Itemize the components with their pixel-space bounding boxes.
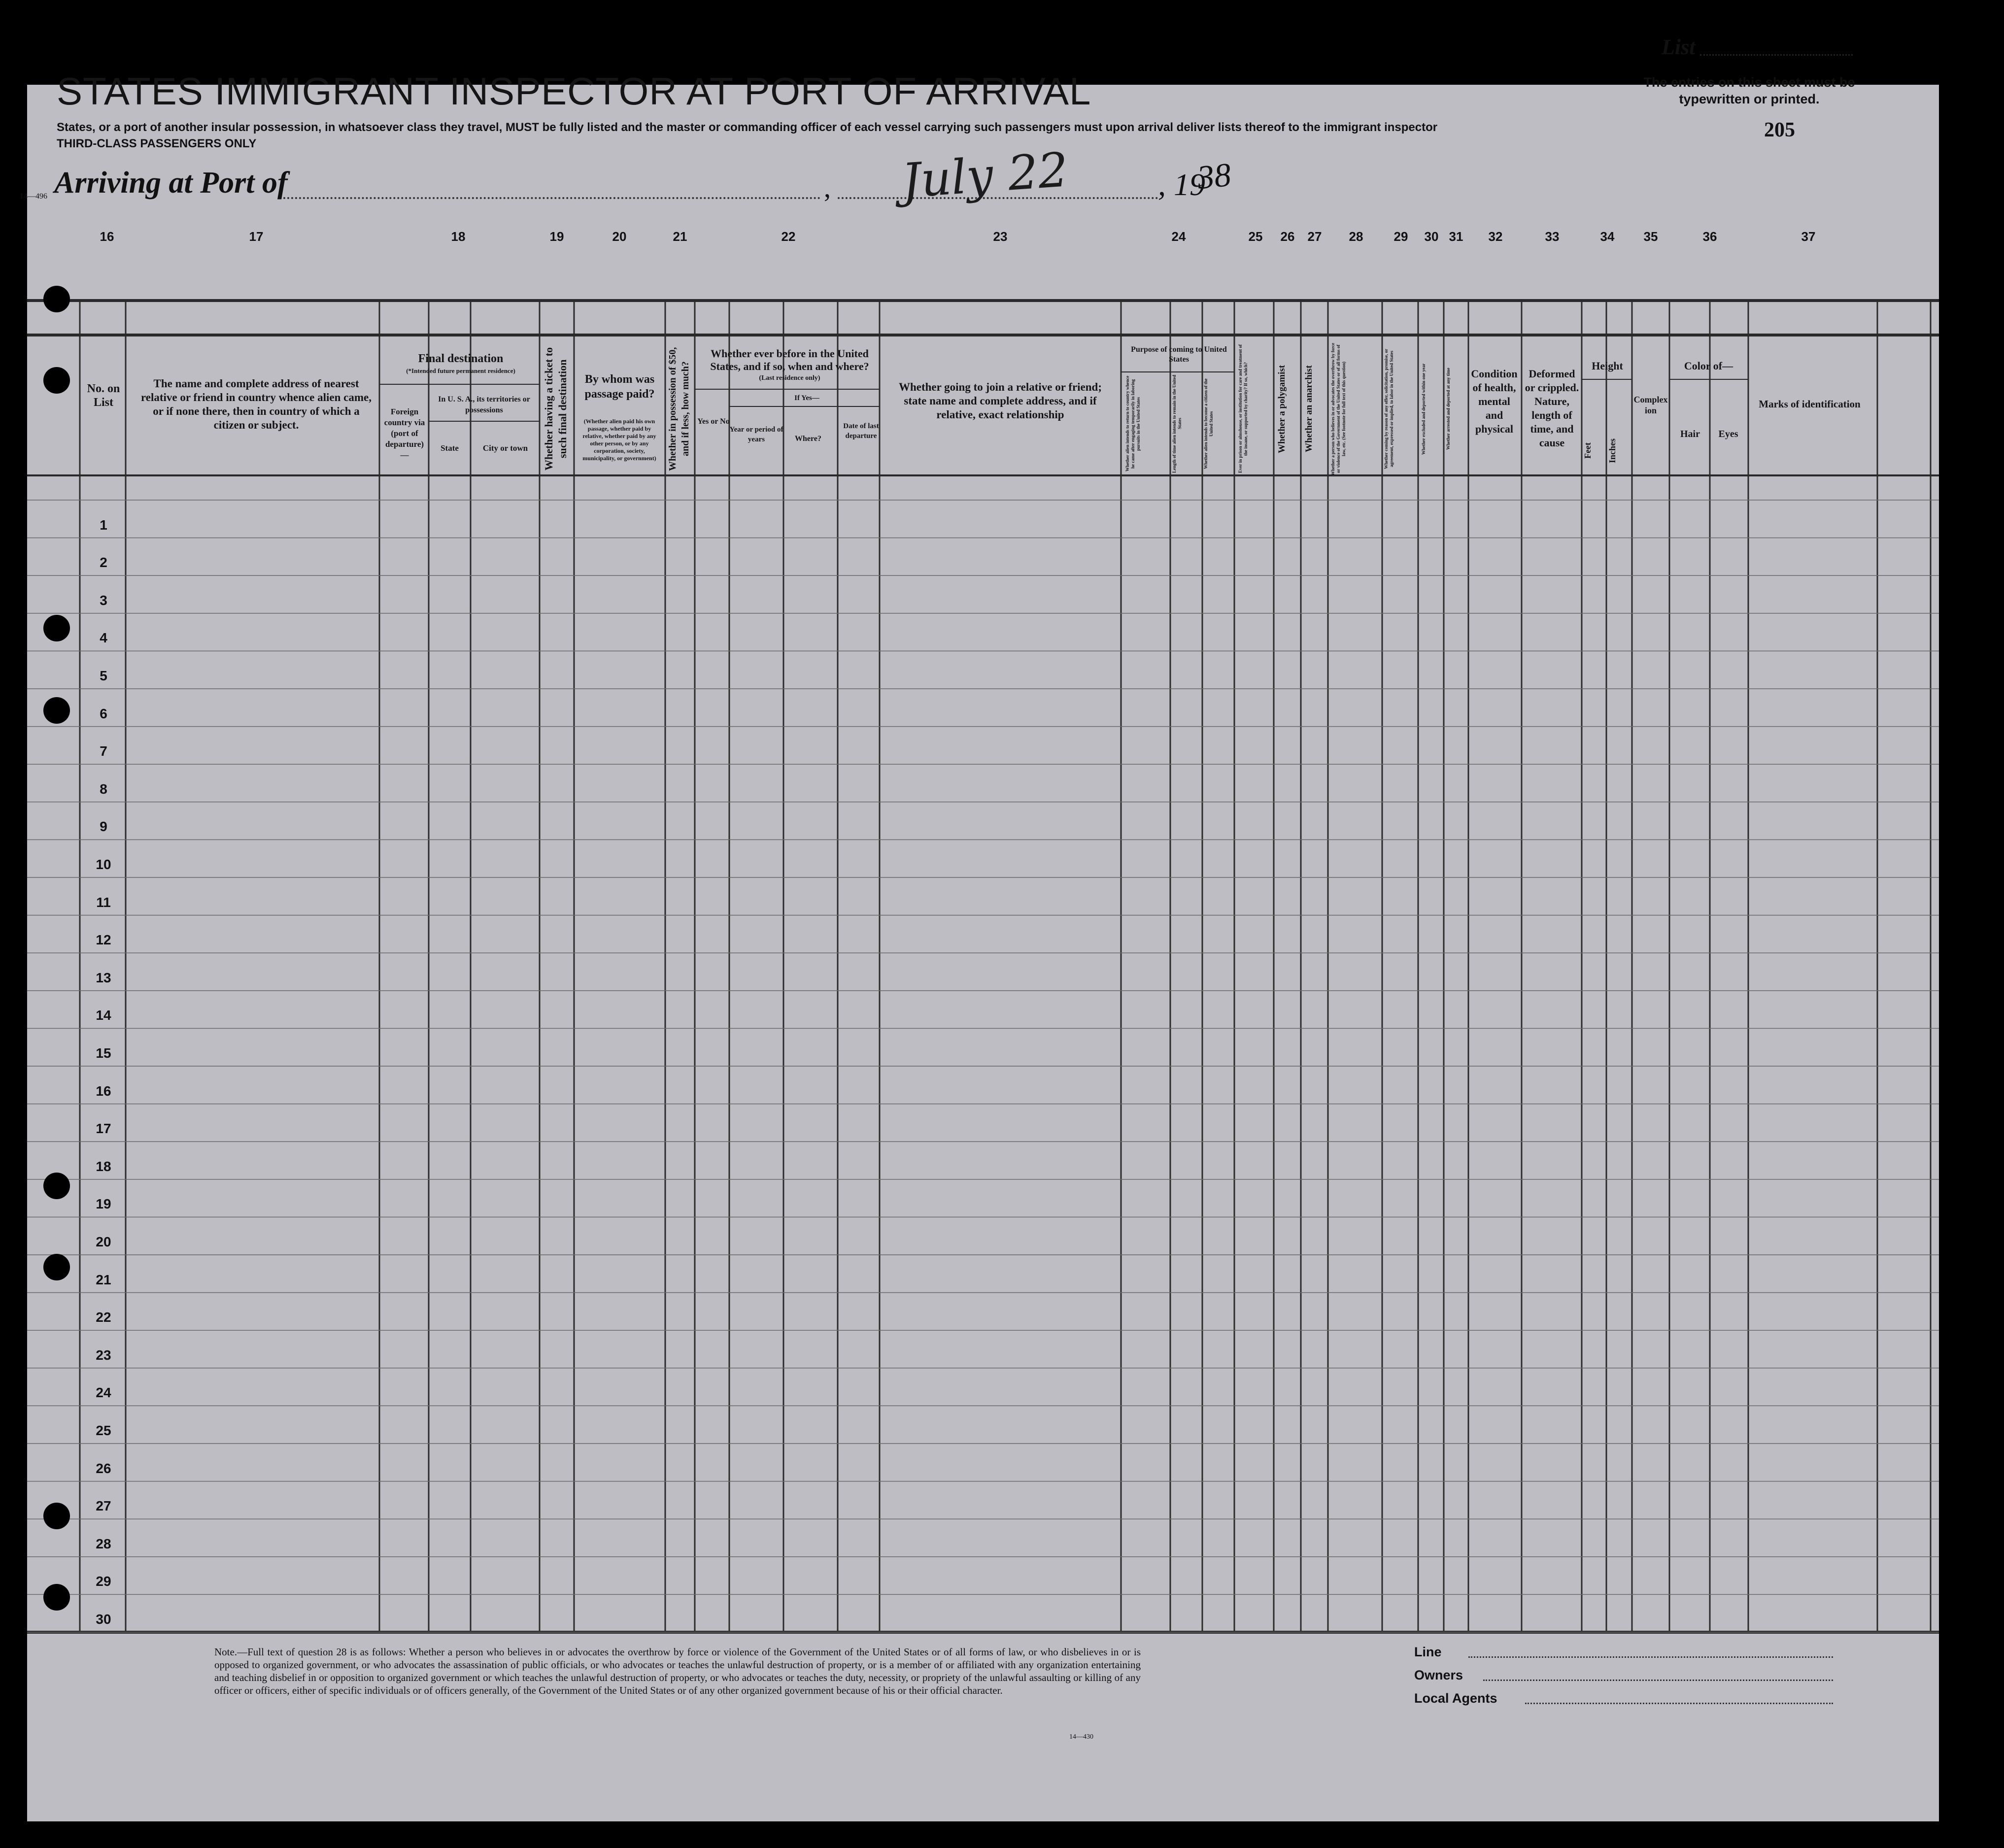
row-number: 18	[96, 1158, 111, 1174]
header-anarchist: Whether an anarchist	[1304, 365, 1314, 453]
row-number: 29	[96, 1574, 111, 1589]
row-number: 4	[100, 630, 107, 646]
row-number: 10	[96, 857, 111, 872]
column-number: 35	[1643, 229, 1658, 244]
header-final-destination-note: (*Intended future permanent residence)	[406, 367, 515, 374]
header-labor-offer: Whether coming by reason of any offer, solicitation, promise, or agreement, expressed or implied, to labor in the United States	[1384, 348, 1394, 470]
binder-hole	[43, 1173, 70, 1199]
header-final-destination: Final destination	[418, 352, 504, 365]
header-complexion: Complexion	[1633, 395, 1668, 415]
header-state: State	[441, 443, 459, 453]
header-purpose-citizen: Whether alien intends to become a citizen of the United States	[1203, 378, 1214, 469]
header-purpose-length: Length of time alien intends to remain in the United States	[1172, 374, 1182, 473]
column-number: 25	[1248, 229, 1263, 244]
year-prefix-digits: 19	[1174, 167, 1205, 202]
header-ever-before: Whether ever before in the United States, and if so, when and where?	[710, 347, 869, 372]
column-number: 29	[1393, 229, 1408, 244]
binder-hole	[43, 1584, 70, 1611]
row-number: 14	[96, 1008, 111, 1023]
header-last-residence: (Last residence only)	[759, 374, 820, 382]
header-polygamist: Whether a polygamist	[1277, 365, 1287, 453]
header-health: Condition of health, mental and physical	[1471, 368, 1518, 435]
header-date-departure: Date of last departure	[843, 422, 879, 440]
binder-hole	[43, 1254, 70, 1280]
header-purpose-return: Whether alien intends to return to country whence he came after engaging temporarily in laboring pursuits in the United States	[1125, 375, 1141, 472]
binder-hole	[43, 286, 70, 312]
row-number: 11	[96, 894, 111, 910]
subtitle: States, or a port of another insular possession, in whatsoever class they travel, MUST be fully listed and the master or commanding officer of each vessel carrying such passengers must upon arrival deliver lists thereof to the immigrant inspector	[57, 121, 1438, 134]
handwritten-date: July 22	[900, 142, 1070, 209]
header-passage-paid: By whom was passage paid?	[584, 373, 655, 401]
row-number: 19	[96, 1196, 111, 1212]
owners-label: Owners	[1414, 1668, 1463, 1682]
header-city: City or town	[482, 443, 528, 453]
binder-hole	[43, 697, 70, 724]
header-arrested: Whether arrested and deported at any time	[1446, 368, 1451, 450]
header-purpose: Purpose of coming to United States	[1131, 345, 1227, 364]
header-identification-marks: Marks of identification	[1759, 398, 1861, 410]
entries-note: The entries on this sheet must be typewritten or printed.	[1643, 75, 1855, 106]
local-agents-field[interactable]	[1525, 1703, 1833, 1704]
line-label: Line	[1414, 1645, 1442, 1659]
header-fifty-dollars: Whether in possession of $50, and if less, how much?	[667, 347, 691, 471]
column-number: 16	[100, 229, 114, 244]
passenger-class: THIRD-CLASS PASSENGERS ONLY	[57, 137, 257, 150]
row-number: 21	[96, 1272, 111, 1287]
header-deformed: Deformed or crippled. Nature, length of time, and cause	[1525, 368, 1579, 449]
row-number: 22	[96, 1310, 111, 1325]
column-number: 28	[1349, 229, 1363, 244]
row-number: 28	[96, 1536, 111, 1551]
row-number: 3	[100, 592, 107, 608]
column-number: 32	[1488, 229, 1503, 244]
column-number: 37	[1801, 229, 1816, 244]
row-number: 17	[96, 1121, 111, 1137]
row-number: 2	[100, 555, 107, 571]
header-eyes: Eyes	[1718, 429, 1738, 439]
page-title: STATES IMMIGRANT INSPECTOR AT PORT OF ARRIVAL	[57, 69, 1091, 113]
header-feet: Feet	[1583, 442, 1593, 459]
header-join-relative: Whether going to join a relative or friend; state name and complete address, and if relative, exact relationship	[898, 381, 1102, 421]
row-number: 23	[96, 1347, 111, 1363]
header-foreign-country: Foreign country via (port of departure)—	[384, 407, 425, 460]
handwritten-year: 38	[1195, 155, 1233, 197]
column-number: 22	[781, 229, 796, 244]
header-nearest-relative: The name and complete address of nearest relative or friend in country whence alien came, or if none there, then in country of which a citizen or subject.	[140, 377, 372, 431]
column-number: 26	[1280, 229, 1295, 244]
row-number: 5	[100, 668, 107, 683]
header-yes-no: Yes or No	[697, 417, 730, 426]
column-number: 30	[1424, 229, 1439, 244]
sheet-number: 205	[1764, 119, 1795, 141]
list-label: List	[1662, 35, 1696, 59]
row-number: 26	[96, 1460, 111, 1476]
header-inches: Inches	[1607, 438, 1617, 464]
row-number: 25	[96, 1423, 111, 1438]
row-number: 27	[96, 1498, 111, 1514]
line-field[interactable]	[1468, 1656, 1833, 1658]
column-number: 33	[1545, 229, 1560, 244]
column-number: 23	[993, 229, 1008, 244]
column-number: 36	[1702, 229, 1717, 244]
column-number: 21	[673, 229, 687, 244]
header-year-period: Year or period of years	[729, 426, 783, 443]
owners-field[interactable]	[1483, 1680, 1833, 1681]
binder-hole	[43, 367, 70, 394]
header-no-on-list: No. on List	[87, 382, 120, 409]
row-number: 7	[100, 743, 107, 759]
row-number: 8	[100, 781, 107, 797]
row-number: 16	[96, 1083, 111, 1099]
header-prison: Ever in prison or almshouse, or institution for care and treatment of the insane, or supported by charity? If so, which?	[1238, 344, 1248, 473]
row-number: 9	[100, 819, 107, 835]
header-if-yes: If Yes—	[794, 394, 819, 402]
binder-hole	[43, 615, 70, 641]
column-number: 24	[1171, 229, 1186, 244]
arriving-label: Arriving at Port of	[54, 166, 288, 200]
corner-mark: 14—496	[20, 192, 47, 201]
row-number: 1	[100, 517, 107, 533]
question-28-note: Note.—Full text of question 28 is as follows: Whether a person who believes in or advocates the overthrow by force or violence of the Government of the United States or of all forms of law, or who disbelieves in or is opposed to organized government, or who advocates the assassination of public officials, or who advocates or teaches the unlawful destruction of property, or is a member of or affiliated with any organization entertaining and teaching disbelief in or opposition to organized government or which teaches the unlawful destruction of property, or who advocates or teaches the duty, necessity, or propriety of the unlawful assaulting or killing of any officer or officers, either of specific individuals or of officers generally, of the Government of the United States or of any other organized government because of his or their official character.	[214, 1646, 1141, 1696]
row-number: 13	[96, 970, 111, 985]
header-in-usa: In U. S. A., its territories or possessions	[438, 395, 530, 414]
row-number: 24	[96, 1385, 111, 1401]
column-number: 17	[249, 229, 264, 244]
header-excluded: Whether excluded and deported within one year	[1421, 363, 1426, 455]
binder-hole	[43, 1503, 70, 1529]
local-agents-label: Local Agents	[1414, 1691, 1497, 1706]
row-number: 20	[96, 1234, 111, 1249]
comma: ,	[824, 173, 831, 203]
header-ticket: Whether having a ticket to such final destination	[543, 347, 569, 471]
header-color-of: Color of—	[1684, 360, 1733, 372]
column-number: 20	[612, 229, 627, 244]
header-where: Where?	[795, 435, 821, 443]
header-hair: Hair	[1680, 429, 1700, 439]
column-number: 31	[1449, 229, 1463, 244]
row-number: 12	[96, 932, 111, 948]
column-number: 27	[1307, 229, 1322, 244]
row-number: 30	[96, 1612, 111, 1627]
header-passage-note: (Whether alien paid his own passage, whether paid by relative, whether paid by any other person, or by any corporation, society, municipality, or government)	[582, 418, 656, 462]
header-height: Height	[1592, 360, 1623, 372]
column-number: 19	[549, 229, 564, 244]
row-number: 6	[100, 706, 107, 721]
row-number: 15	[96, 1045, 111, 1061]
column-number: 18	[451, 229, 466, 244]
header-overthrow: Whether a person who believes in or advocates the overthrow by force or violence of the Government of the United States or of all forms of law, etc. (See footnote for full text of this question)	[1330, 342, 1346, 475]
year-prefix: , 19	[1158, 167, 1205, 202]
column-number: 34	[1600, 229, 1615, 244]
form-code: 14—430	[1069, 1733, 1093, 1741]
